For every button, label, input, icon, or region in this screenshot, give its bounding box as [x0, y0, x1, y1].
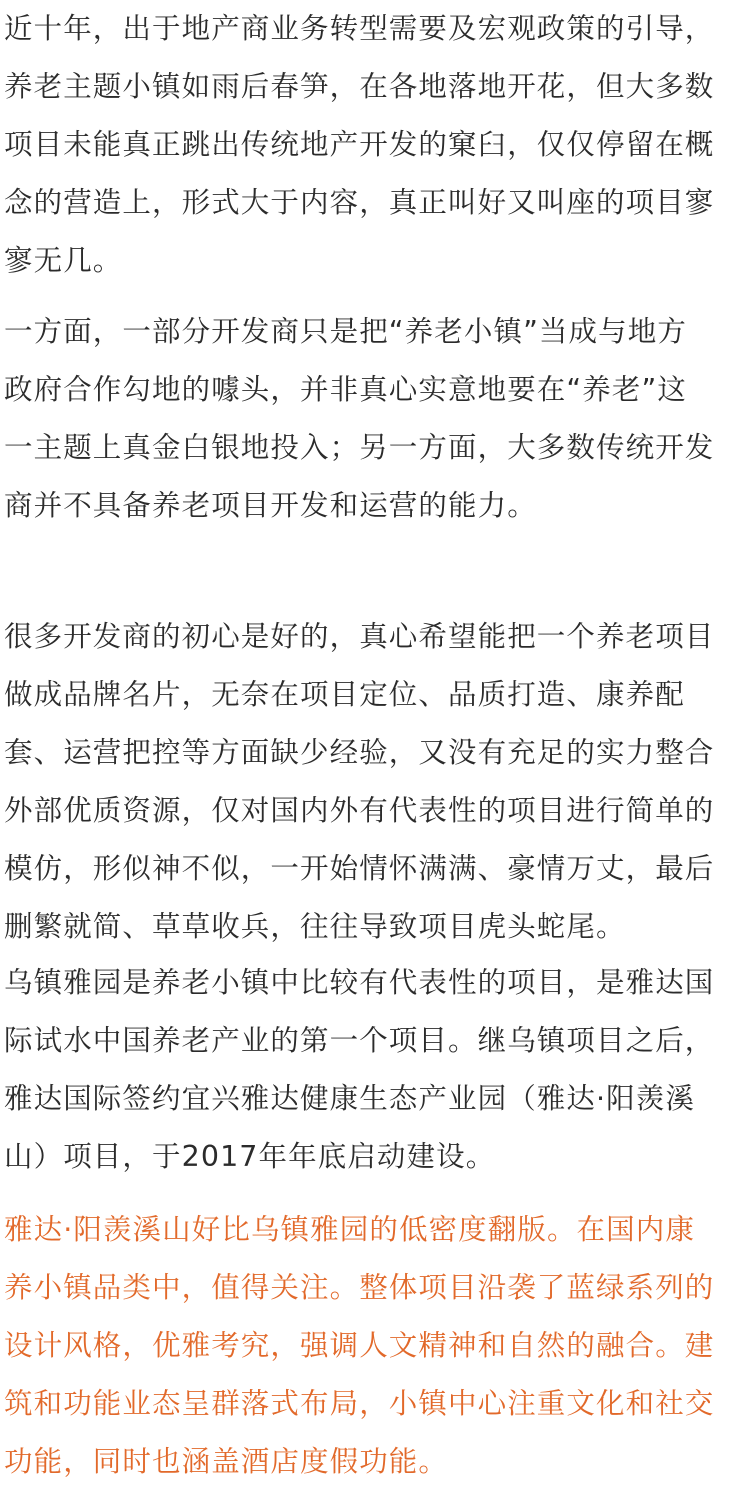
- text-line: 念的营造上，形式大于内容，真正叫好又叫座的项目寥: [4, 186, 715, 219]
- text-line: 筑和功能业态呈群落式布局，小镇中心注重文化和社交: [4, 1387, 715, 1420]
- text-line: 近十年，出于地产商业务转型需要及宏观政策的引导，: [4, 12, 715, 45]
- paragraph-intro: [4, 0, 740, 290]
- text-line: 寥无几。: [4, 244, 123, 277]
- text-line: 做成品牌名片，无奈在项目定位、品质打造、康养配: [4, 678, 685, 711]
- text-line: 套、运营把控等方面缺少经验，又没有充足的实力整合: [4, 736, 715, 769]
- text-line: 外部优质资源，仅对国内外有代表性的项目进行简单的: [4, 794, 715, 827]
- text-line: 商并不具备养老项目开发和运营的能力。: [4, 489, 537, 522]
- text-line: 一方面，一部分开发商只是把“养老小镇”当成与地方: [4, 315, 687, 348]
- text-line: 际试水中国养老产业的第一个项目。继乌镇项目之后，: [4, 1024, 715, 1057]
- text-line: 乌镇雅园是养老小镇中比较有代表性的项目，是雅达国: [4, 966, 715, 999]
- text-line: 项目未能真正跳出传统地产开发的窠臼，仅仅停留在概: [4, 128, 715, 161]
- paragraph-highlight: [4, 1201, 740, 1491]
- text-line: 模仿，形似神不似，一开始情怀满满、豪情万丈，最后: [4, 852, 715, 885]
- text-line: 雅达·阳羡溪山好比乌镇雅园的低密度翻版。在国内康: [4, 1213, 695, 1246]
- text-line: 设计风格，优雅考究，强调人文精神和自然的融合。建: [4, 1329, 715, 1362]
- text-line: 养小镇品类中，值得关注。整体项目沿袭了蓝绿系列的: [4, 1271, 715, 1304]
- text-line: 政府合作勾地的噱头，并非真心实意地要在“养老”这: [4, 373, 687, 406]
- text-line: 山）项目，于2017年年底启动建设。: [4, 1140, 496, 1173]
- text-line: 删繁就简、草草收兵，往往导致项目虎头蛇尾。: [4, 910, 626, 943]
- paragraph-wuzhen: [4, 954, 740, 1186]
- text-line: 一主题上真金白银地投入；另一方面，大多数传统开发: [4, 431, 715, 464]
- text-line: 很多开发商的初心是好的，真心希望能把一个养老项目: [4, 620, 715, 653]
- paragraph-original-intent: [4, 608, 740, 956]
- text-line: 功能，同时也涵盖酒店度假功能。: [4, 1445, 449, 1478]
- paragraph-developers: [4, 303, 740, 535]
- text-line: 雅达国际签约宜兴雅达健康生态产业园（雅达·阳羡溪: [4, 1082, 695, 1115]
- text-line: 养老主题小镇如雨后春笋，在各地落地开花，但大多数: [4, 70, 715, 103]
